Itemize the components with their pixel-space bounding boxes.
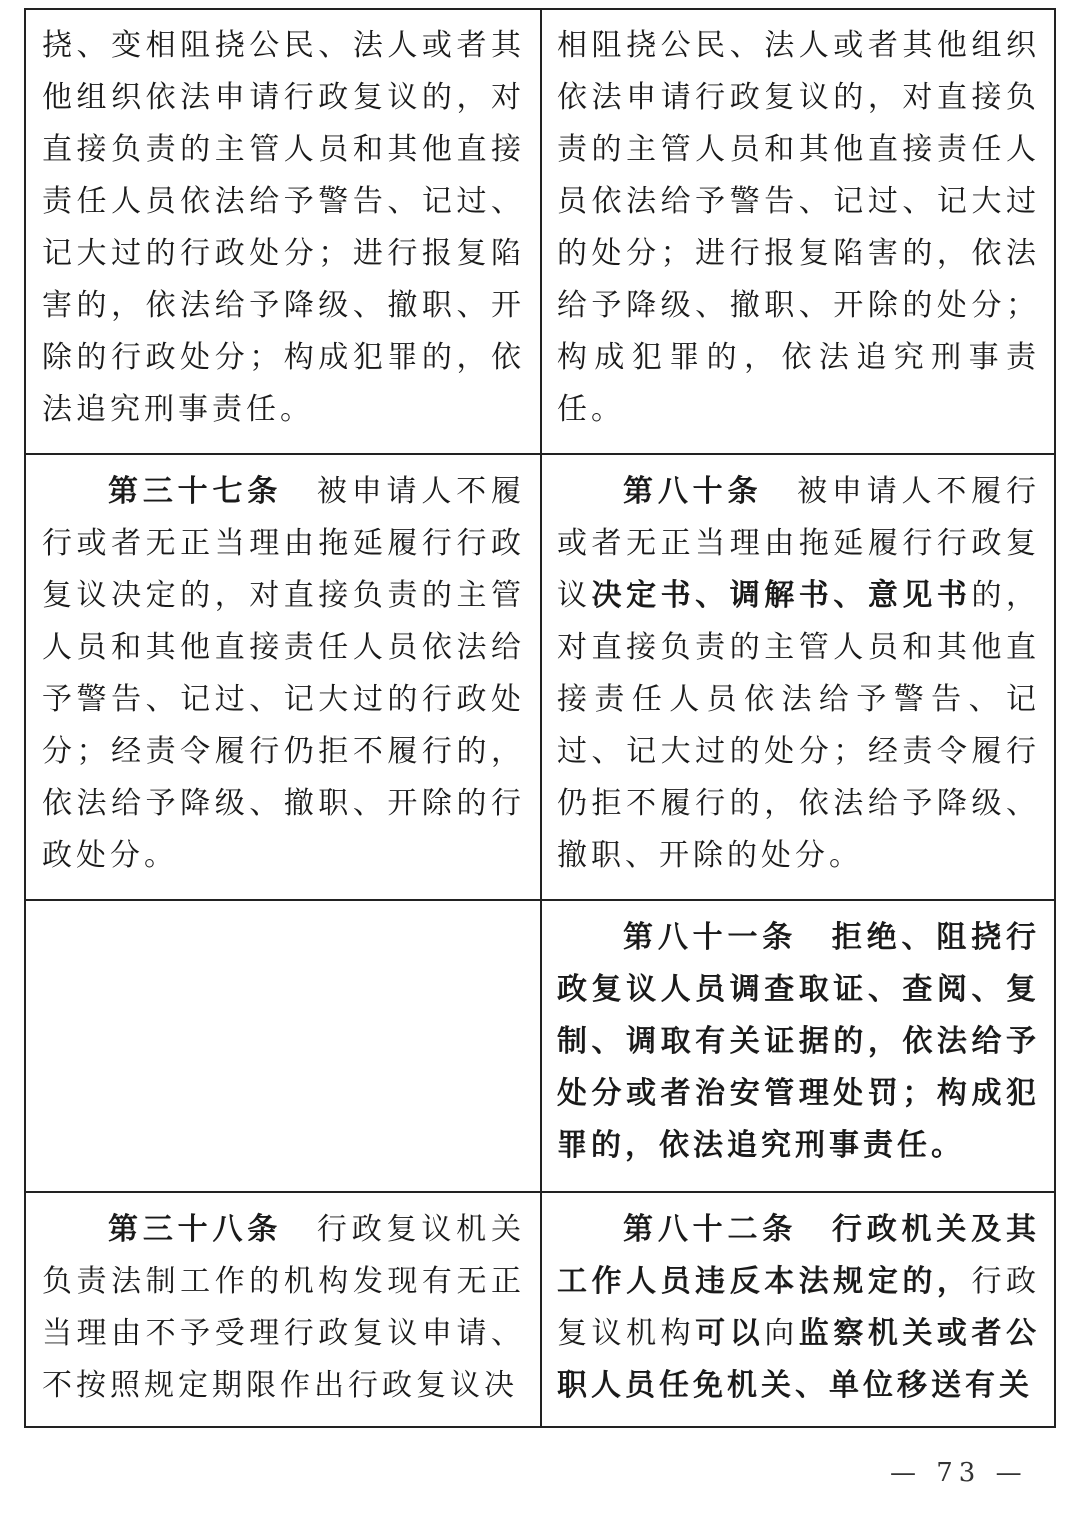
row2-right-cell [543,466,1054,882]
row1-left-text: 挠、变相阻挠公民、法人或者其他组织依法申请行政复议的，对直接负责的主管人员和其他直接责任人员依法给予警告、记过、记大过的行政处分；进行报复陷害的，依法给予降级、撤职、开除的行政处分；构成犯罪的，依法追究刑事责任。 [42,28,525,427]
article-38-text: 行政复议机关负责法制工作的机构发现有无正当理由不予受理行政复议申请、不按照规定期限作出行政复议决 [42,1212,526,1403]
article-37-text: 被申请人不履行或者无正当理由拖延履行行政复议决定的，对直接负责的主管人员和其他直接责任人员依法给予警告、记过、记大过的行政处分；经责令履行仍拒不履行的，依法给予降级、撤职、开除的行政处分。 [42,474,526,873]
row4-left-cell [28,1204,539,1412]
article-82-text-1: 行政复议机构 [557,1264,1041,1351]
article-80-heading: 第八十条 [623,474,763,509]
article-37-heading: 第三十七条 [108,474,283,509]
row1-right-cell [543,20,1054,436]
article-81-text: 拒绝、阻挠行政复议人员调查取证、查阅、复制、调取有关证据的，依法给予处分或者治安管理处罚；构成犯罪的，依法追究刑事责任。 [557,920,1041,1163]
article-80-bold-text: 决定书、调解书、意见书 [591,578,972,613]
row-divider-3 [26,1191,1054,1193]
row2-left-cell [28,466,539,882]
article-80-text-2: 的，对直接负责的主管人员和其他直接责任人员依法给予警告、记过、记大过的处分；经责令履行仍拒不履行的，依法给予降级、撤职、开除的处分。 [557,578,1041,873]
column-divider [540,8,542,1426]
comparison-table [24,8,1056,1428]
row-divider-2 [26,899,1054,901]
article-82-heading: 第八十二条 [623,1212,798,1247]
article-82-bold-2: 可以 [695,1316,765,1351]
article-38-heading: 第三十八条 [108,1212,283,1247]
row1-right-text: 相阻挠公民、法人或者其他组织依法申请行政复议的，对直接负责的主管人员和其他直接责任人员依法给予警告、记过、记大过的处分；进行报复陷害的，依法给予降级、撤职、开除的处分；构成犯罪的，依法追究刑事责任。 [557,28,1040,427]
article-80-text-1: 被申请人不履行或者无正当理由拖延履行行政复议 [557,474,1041,613]
article-81-heading: 第八十一条 [623,920,798,955]
page-number: — 73 — [890,1458,1028,1488]
row-divider-1 [26,453,1054,455]
row3-right-cell [543,912,1054,1172]
article-82-bold-1: 行政机关及其工作人员违反本法规定的， [557,1212,1041,1299]
article-82-text-2: 向 [764,1316,799,1351]
article-82-bold-3: 监察机关或者公职人员任免机关、单位移送有关 [557,1316,1041,1403]
row1-left-cell [28,20,539,436]
row4-right-cell [543,1204,1054,1412]
